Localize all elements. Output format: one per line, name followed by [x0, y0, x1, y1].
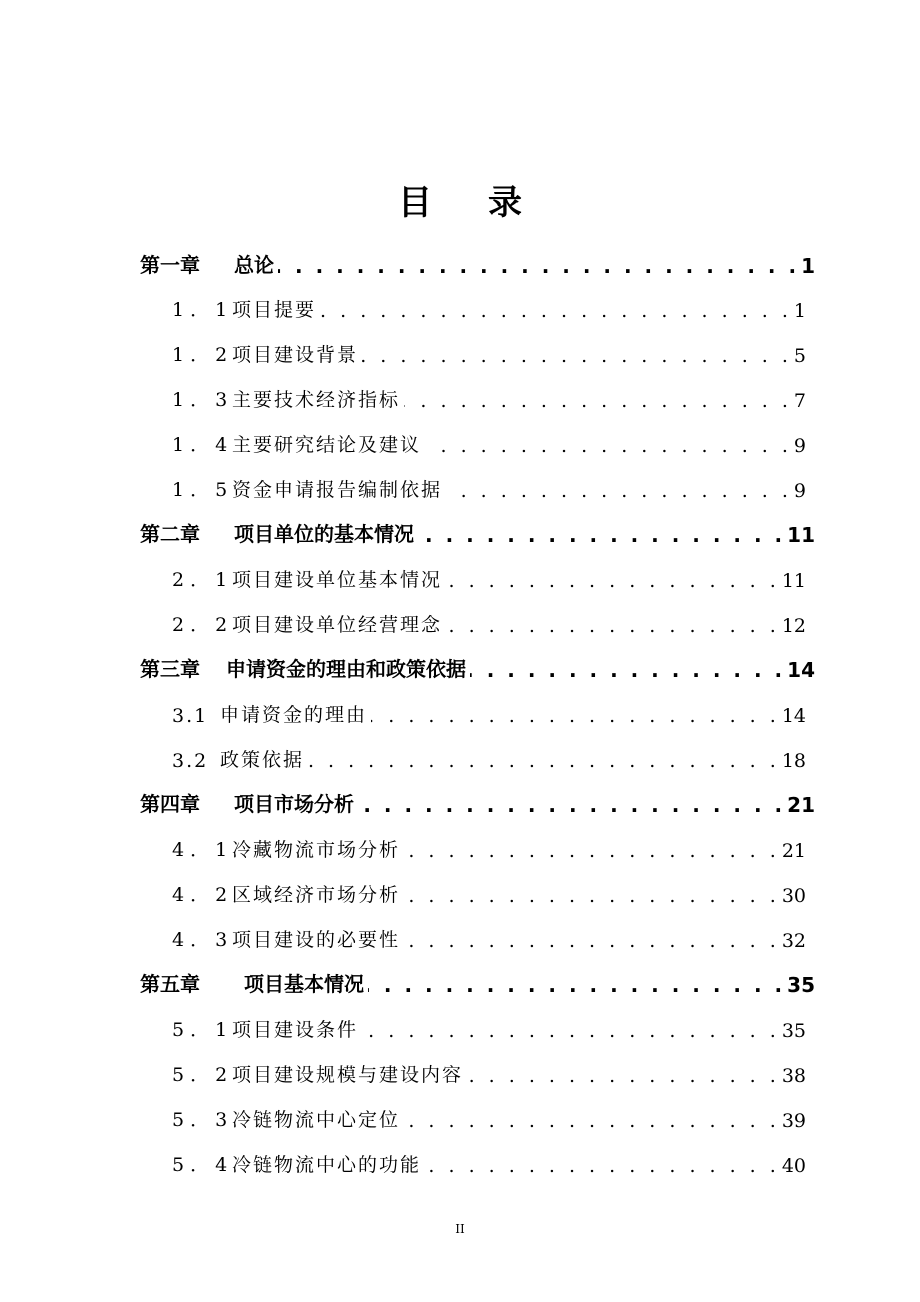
dot-leader: [404, 390, 792, 412]
toc-entry-section-5-1[interactable]: [172, 1012, 806, 1042]
toc-entry-chapter-1[interactable]: [140, 248, 815, 278]
toc-entry-page: 11: [781, 570, 806, 592]
toc-entry-number: 4．2: [172, 884, 234, 906]
toc-entry-title: 主要技术经济指标: [232, 389, 401, 411]
toc-entry-title: 项目建设的必要性: [232, 929, 401, 951]
toc-entry-number: 1．1: [172, 299, 234, 321]
toc-entry-section-5-2[interactable]: [172, 1057, 806, 1087]
toc-entry-title: 项目建设规模与建设内容: [232, 1064, 464, 1086]
toc-entry-section-3-1[interactable]: [172, 697, 806, 727]
dot-leader: [308, 750, 780, 772]
toc-entry-page: 1: [801, 254, 815, 278]
toc-entry-number: 5．2: [172, 1064, 234, 1086]
toc-entry-number: 2．2: [172, 614, 234, 636]
toc-entry-page: 40: [781, 1155, 806, 1177]
toc-entry-page: 39: [781, 1110, 806, 1132]
toc-entry-title: 项目建设单位经营理念: [232, 614, 443, 636]
toc-entry-number: 5．1: [172, 1019, 234, 1041]
dot-leader: [446, 570, 780, 592]
dot-leader: [418, 523, 785, 547]
toc-entry-section-4-3[interactable]: [172, 922, 806, 952]
toc-entry-chapter-4[interactable]: [140, 787, 815, 817]
toc-entry-page: 38: [781, 1065, 806, 1087]
toc-entry-title: 资金申请报告编制依据: [232, 479, 443, 501]
toc-entry-number: 5．4: [172, 1154, 234, 1176]
dot-leader: [470, 658, 785, 682]
dot-leader: [404, 885, 780, 907]
toc-entry-page: 1: [793, 300, 806, 322]
toc-entry-section-5-4[interactable]: [172, 1147, 806, 1177]
toc-entry-number: 5．3: [172, 1109, 234, 1131]
toc-entry-section-5-3[interactable]: [172, 1102, 806, 1132]
toc-entry-page: 35: [787, 973, 815, 997]
dot-leader: [362, 345, 792, 367]
toc-entry-title: 项目市场分析: [234, 792, 354, 816]
dot-leader: [425, 1155, 780, 1177]
toc-entry-title: 项目建设背景: [232, 344, 359, 366]
toc-entry-page: 14: [781, 705, 806, 727]
dot-leader: [425, 435, 792, 457]
toc-entry-page: 12: [781, 615, 806, 637]
dot-leader: [404, 1110, 780, 1132]
toc-entry-number: 3.1: [172, 705, 209, 727]
toc-entry-number: 1．4: [172, 434, 234, 456]
toc-entry-number: 第五章: [140, 972, 200, 996]
toc-entry-title: 政策依据: [220, 749, 305, 771]
toc-entry-page: 9: [793, 480, 806, 502]
page-title: 目录: [398, 183, 578, 223]
toc-entry-section-4-2[interactable]: [172, 877, 806, 907]
dot-leader: [446, 480, 792, 502]
toc-entry-number: 第二章: [140, 522, 200, 546]
toc-entry-page: 14: [787, 658, 815, 682]
toc-entry-title: 项目建设单位基本情况: [232, 569, 443, 591]
toc-entry-page: 11: [787, 523, 815, 547]
toc-entry-chapter-3[interactable]: [140, 652, 815, 682]
dot-leader: [362, 1020, 780, 1042]
dot-leader: [320, 300, 792, 322]
toc-entry-page: 9: [793, 435, 806, 457]
toc-entry-page: 35: [781, 1020, 806, 1042]
toc-entry-chapter-5[interactable]: [140, 967, 815, 997]
dot-leader: [278, 254, 799, 278]
toc-entry-page: 21: [787, 793, 815, 817]
toc-entry-number: 1．2: [172, 344, 234, 366]
toc-entry-number: 4．1: [172, 839, 234, 861]
toc-entry-number: 第四章: [140, 792, 200, 816]
toc-entry-title: 项目单位的基本情况: [234, 522, 414, 546]
toc-entry-number: 第一章: [140, 253, 200, 277]
toc-entry-page: 30: [781, 885, 806, 907]
page-number: II: [455, 1222, 465, 1236]
toc-entry-number: 3.2: [172, 750, 209, 772]
toc-entry-title: 申请资金的理由和政策依据: [226, 657, 466, 681]
dot-leader: [467, 1065, 780, 1087]
toc-entry-section-2-1[interactable]: [172, 562, 806, 592]
toc-entry-number: 1．5: [172, 479, 234, 501]
dot-leader: [368, 973, 785, 997]
toc-entry-number: 1．3: [172, 389, 234, 411]
toc-entry-title: 项目基本情况: [244, 972, 364, 996]
dot-leader: [404, 840, 780, 862]
dot-leader: [371, 705, 780, 727]
toc-entry-number: 2．1: [172, 569, 234, 591]
toc-entry-number: 4．3: [172, 929, 234, 951]
toc-entry-title: 冷链物流中心定位: [232, 1109, 401, 1131]
toc-entry-page: 18: [781, 750, 806, 772]
toc-entry-number: 第三章: [140, 657, 200, 681]
toc-entry-title: 总论: [234, 253, 274, 277]
toc-entry-title: 项目提要: [232, 299, 317, 321]
toc-entry-section-3-2[interactable]: [172, 742, 806, 772]
toc-entry-section-1-4[interactable]: [172, 427, 806, 457]
dot-leader: [404, 930, 780, 952]
toc-entry-page: 32: [781, 930, 806, 952]
toc-entry-section-1-2[interactable]: [172, 337, 806, 367]
toc-entry-title: 区域经济市场分析: [232, 884, 401, 906]
dot-leader: [358, 793, 785, 817]
toc-entry-title: 主要研究结论及建议: [232, 434, 422, 456]
toc-entry-title: 申请资金的理由: [220, 704, 368, 726]
toc-entry-page: 5: [793, 345, 806, 367]
toc-entry-title: 项目建设条件: [232, 1019, 359, 1041]
toc-entry-section-4-1[interactable]: [172, 832, 806, 862]
toc-entry-section-1-3[interactable]: [172, 382, 806, 412]
toc-entry-title: 冷藏物流市场分析: [232, 839, 401, 861]
dot-leader: [446, 615, 780, 637]
toc-entry-chapter-2[interactable]: [140, 517, 815, 547]
toc-entry-section-2-2[interactable]: [172, 607, 806, 637]
toc-entry-section-1-1[interactable]: [172, 292, 806, 322]
toc-entry-title: 冷链物流中心的功能: [232, 1154, 422, 1176]
toc-entry-section-1-5[interactable]: [172, 472, 806, 502]
toc-entry-page: 7: [793, 390, 806, 412]
toc-entry-page: 21: [781, 840, 806, 862]
